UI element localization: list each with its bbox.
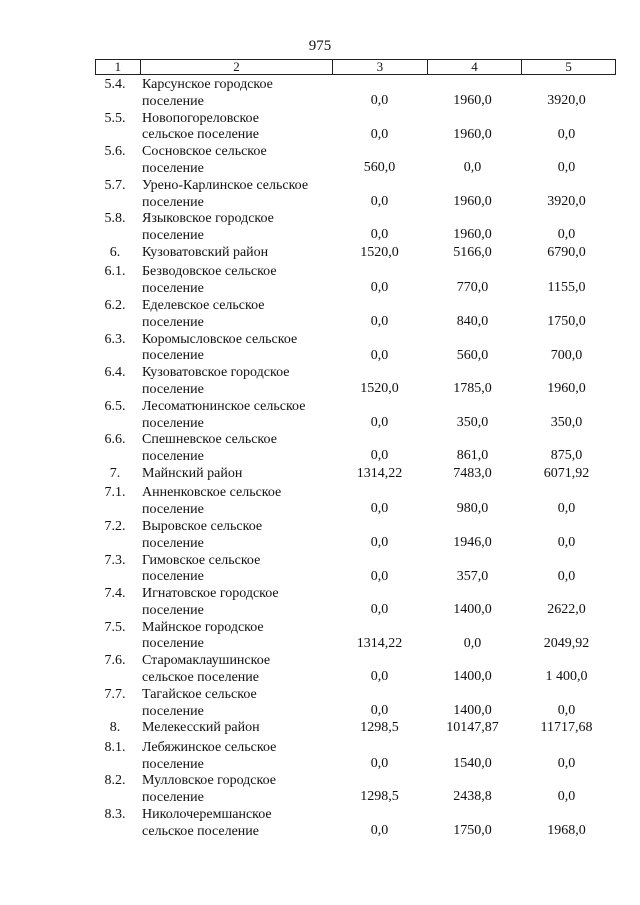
row-value-4: 357,0 [456, 568, 489, 584]
row-value-3: 560,0 [363, 160, 396, 176]
row-value-3: 0,0 [370, 347, 389, 363]
row-value-3: 1520,0 [360, 381, 399, 397]
row-name [142, 211, 274, 245]
row-name-line: Мелекесский район [142, 720, 260, 736]
table-row [0, 619, 640, 653]
table-row [0, 364, 640, 398]
row-name [142, 332, 297, 366]
row-value-4: 1960,0 [453, 93, 492, 108]
row-value-5: 0,0 [557, 568, 576, 584]
row-name-line: Майнское городское [142, 619, 264, 635]
table-row [0, 431, 640, 465]
row-number: 7.4. [104, 586, 126, 602]
row-name-line: Спешневское сельское [142, 432, 277, 448]
row-value-4: 1960,0 [453, 193, 492, 209]
row-number: 5.6. [104, 144, 126, 160]
row-name [142, 466, 242, 483]
row-name [142, 298, 264, 332]
row-name [142, 807, 272, 841]
row-name-line: поселение [142, 228, 204, 244]
row-value-4: 7483,0 [453, 465, 492, 481]
row-name [142, 365, 289, 399]
row-name-line: Мулловское городское [142, 773, 276, 789]
row-value-4: 1946,0 [453, 534, 492, 550]
row-name-line: Лебяжинское сельское [142, 739, 277, 755]
row-value-4: 10147,87 [446, 720, 499, 736]
row-name-line: поселение [142, 535, 204, 551]
row-number: 7.3. [104, 552, 126, 568]
row-name-line: Гимовское сельское [142, 552, 261, 568]
table-row [0, 686, 640, 720]
row-value-5: 0,0 [557, 702, 576, 718]
row-name-line: поселение [142, 314, 204, 330]
row-name-line: Тагайское сельское [142, 686, 257, 702]
row-value-4: 0,0 [463, 160, 482, 176]
row-value-3: 0,0 [370, 448, 389, 464]
row-value-3: 1298,5 [360, 789, 399, 805]
row-value-5: 11717,68 [540, 720, 593, 736]
row-name-line: Кузоватовское городское [142, 365, 290, 381]
row-value-3: 1298,5 [360, 720, 399, 736]
table-row [0, 110, 640, 144]
row-name [142, 740, 276, 774]
row-number: 7.5. [104, 619, 126, 635]
table-row [0, 244, 640, 263]
row-value-5: 0,0 [557, 126, 576, 142]
row-name-line: Безводовское сельское [142, 264, 277, 280]
column-header-5: 5 [565, 59, 572, 74]
row-value-5: 3920,0 [547, 193, 586, 209]
row-value-5: 0,0 [557, 227, 576, 243]
row-value-4: 2438,8 [453, 789, 492, 805]
row-name-line: поселение [142, 194, 204, 210]
table-header [95, 59, 616, 75]
row-value-3: 0,0 [370, 414, 389, 430]
row-value-3: 0,0 [370, 280, 389, 296]
table-row [0, 739, 640, 773]
table-row [0, 719, 640, 738]
row-value-4: 1400,0 [453, 602, 492, 618]
table-row [0, 806, 640, 840]
row-number: 5.8. [104, 211, 126, 227]
column-header-2: 2 [141, 60, 333, 74]
row-name-line: Лесоматюнинское сельское [142, 398, 306, 414]
row-value-5: 6071,92 [543, 465, 590, 481]
table-row [0, 210, 640, 244]
row-number: 7.7. [104, 686, 126, 702]
row-value-4: 1750,0 [453, 823, 492, 839]
row-name-line: Майнский район [142, 465, 243, 481]
row-value-4: 0,0 [463, 635, 482, 651]
table-row [0, 652, 640, 686]
row-name-line: поселение [142, 348, 204, 364]
row-value-3: 0,0 [370, 126, 389, 142]
row-number: 7.6. [104, 653, 126, 669]
row-name [142, 485, 281, 519]
row-name-line: Еделевское сельское [142, 297, 265, 313]
row-value-4: 861,0 [456, 448, 489, 464]
row-value-5: 1 400,0 [545, 669, 588, 685]
row-name-line: Игнатовское городское [142, 586, 279, 602]
row-name-line: Анненковское сельское [142, 485, 282, 501]
table-row [0, 143, 640, 177]
row-name-line: Урено-Карлинское сельское [142, 177, 309, 193]
row-value-4: 980,0 [456, 501, 489, 517]
row-name-line: Старомаклаушинское [142, 653, 271, 669]
row-name-line: поселение [142, 703, 204, 719]
row-value-5: 1750,0 [547, 313, 586, 329]
row-value-3: 1314,22 [356, 635, 403, 651]
row-value-4: 1540,0 [453, 755, 492, 771]
row-value-5: 0,0 [557, 789, 576, 805]
row-name-line: поселение [142, 636, 204, 652]
row-number: 6.3. [104, 331, 126, 347]
row-name [142, 178, 308, 212]
row-value-3: 0,0 [370, 93, 389, 108]
row-value-4: 1960,0 [453, 227, 492, 243]
row-number: 5.5. [104, 110, 126, 126]
row-value-3: 0,0 [370, 227, 389, 243]
row-value-5: 1968,0 [547, 823, 586, 839]
table-row [0, 177, 640, 211]
table-body [0, 76, 640, 840]
row-name-line: Коромысловское сельское [142, 331, 298, 347]
row-value-3: 0,0 [370, 313, 389, 329]
row-value-3: 0,0 [370, 702, 389, 718]
table-row [0, 297, 640, 331]
row-name [142, 432, 277, 466]
page-number: 975 [308, 38, 332, 54]
row-name [142, 687, 257, 721]
row-number: 6.6. [104, 432, 126, 448]
row-value-5: 6790,0 [547, 244, 586, 260]
table-row [0, 465, 640, 484]
row-name-line: поселение [142, 160, 204, 176]
row-name-line: поселение [142, 449, 204, 465]
row-name-line: поселение [142, 93, 204, 109]
row-name-line: сельское поселение [142, 127, 259, 143]
row-name-line: Кузоватовский район [142, 244, 269, 260]
row-value-4: 1785,0 [453, 381, 492, 397]
column-header-3: 3 [333, 60, 428, 74]
row-value-5: 1960,0 [547, 381, 586, 397]
row-name [142, 720, 260, 737]
row-name-line: Выровское сельское [142, 518, 263, 534]
row-number: 6.1. [104, 264, 126, 280]
table-row [0, 331, 640, 365]
row-number: 8.2. [104, 773, 126, 789]
table-row [0, 484, 640, 518]
row-number: 8. [109, 720, 121, 736]
row-name-line: сельское поселение [142, 823, 259, 839]
row-name [142, 111, 259, 145]
row-number: 5.7. [104, 177, 126, 193]
row-name-line: поселение [142, 602, 204, 618]
row-name [142, 245, 268, 262]
row-name-line: Николочеремшанское [142, 807, 272, 823]
row-number: 7.2. [104, 518, 126, 534]
row-value-5: 0,0 [557, 755, 576, 771]
row-value-5: 1155,0 [547, 280, 586, 296]
row-name-line: Новопогореловское [142, 110, 259, 126]
column-header-1: 1 [96, 60, 141, 74]
row-name-line: поселение [142, 569, 204, 585]
row-name [142, 77, 273, 111]
row-name [142, 653, 270, 687]
row-value-3: 1314,22 [356, 465, 403, 481]
row-value-3: 0,0 [370, 568, 389, 584]
row-name-line: поселение [142, 790, 204, 806]
row-name-line: Сосновское сельское [142, 144, 267, 160]
row-number: 6.4. [104, 365, 126, 381]
table-row [0, 263, 640, 297]
table-row [0, 585, 640, 619]
row-value-4: 560,0 [456, 347, 489, 363]
row-name [142, 773, 276, 807]
row-value-4: 1400,0 [453, 702, 492, 718]
row-value-4: 1960,0 [453, 126, 492, 142]
row-name-line: Карсунское городское [142, 77, 273, 92]
row-value-3: 0,0 [370, 602, 389, 618]
row-value-4: 5166,0 [453, 244, 492, 260]
row-value-4: 840,0 [456, 313, 489, 329]
row-value-4: 1400,0 [453, 669, 492, 685]
row-value-5: 700,0 [550, 347, 583, 363]
row-value-5: 2622,0 [547, 602, 586, 618]
row-name-line: поселение [142, 756, 204, 772]
row-number: 5.4. [104, 77, 126, 92]
row-number: 7.1. [104, 485, 126, 501]
row-value-5: 0,0 [557, 534, 576, 550]
row-value-4: 770,0 [456, 280, 489, 296]
row-name [142, 144, 267, 178]
row-number: 6.5. [104, 398, 126, 414]
row-number: 7. [109, 465, 121, 481]
row-name [142, 553, 260, 587]
row-name-line: поселение [142, 281, 204, 297]
row-value-3: 0,0 [370, 755, 389, 771]
row-number: 6. [109, 244, 121, 260]
row-value-3: 0,0 [370, 501, 389, 517]
row-value-3: 0,0 [370, 823, 389, 839]
row-value-3: 0,0 [370, 534, 389, 550]
row-name-line: Языковское городское [142, 211, 274, 227]
row-name [142, 264, 277, 298]
row-name-line: поселение [142, 502, 204, 518]
table-row [0, 76, 640, 110]
column-header-4: 4 [428, 60, 523, 74]
row-value-4: 350,0 [456, 414, 489, 430]
row-value-3: 1520,0 [360, 244, 399, 260]
row-value-5: 0,0 [557, 160, 576, 176]
row-value-5: 350,0 [550, 414, 583, 430]
row-name-line: поселение [142, 415, 204, 431]
row-number: 8.1. [104, 739, 126, 755]
row-name-line: поселение [142, 381, 204, 397]
row-number: 8.3. [104, 807, 126, 823]
table-row [0, 772, 640, 806]
row-name [142, 586, 279, 620]
table-row [0, 552, 640, 586]
row-value-3: 0,0 [370, 193, 389, 209]
table-row [0, 398, 640, 432]
row-name-line: сельское поселение [142, 670, 259, 686]
row-value-5: 875,0 [550, 448, 583, 464]
row-value-5: 2049,92 [543, 635, 590, 651]
row-value-5: 3920,0 [547, 93, 586, 108]
row-name [142, 519, 262, 553]
table-row [0, 518, 640, 552]
row-number: 6.2. [104, 297, 126, 313]
row-value-3: 0,0 [370, 669, 389, 685]
row-name [142, 620, 264, 654]
row-name [142, 399, 305, 433]
row-value-5: 0,0 [557, 501, 576, 517]
